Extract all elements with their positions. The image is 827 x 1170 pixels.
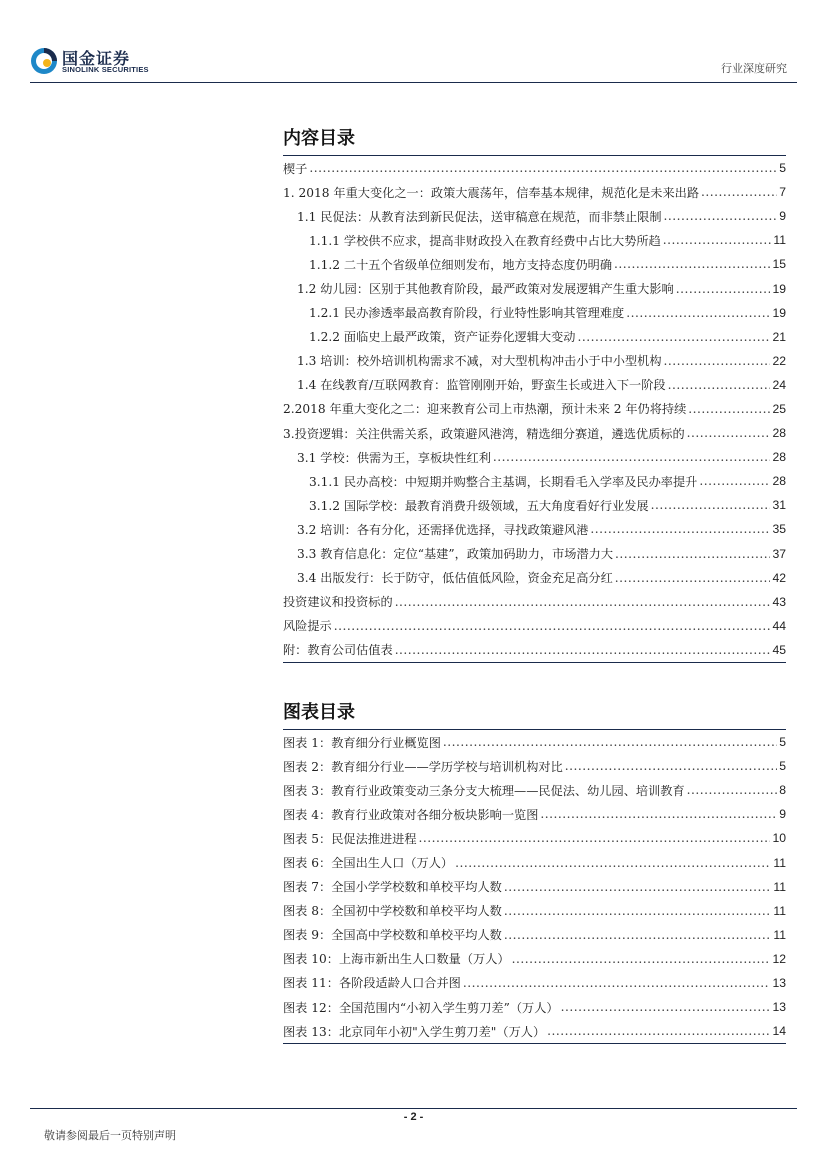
entry-label: 1.2.2 面临史上最严政策，资产证券化逻辑大变动 bbox=[283, 328, 577, 345]
dot-leader bbox=[395, 594, 771, 610]
figure-entry[interactable] bbox=[283, 899, 786, 923]
dot-leader bbox=[615, 570, 771, 586]
figure-entry[interactable] bbox=[283, 971, 786, 995]
entry-page-number: 35 bbox=[772, 522, 786, 537]
figure-entry[interactable] bbox=[283, 1019, 786, 1044]
dot-leader bbox=[577, 329, 770, 345]
toc-entry[interactable] bbox=[283, 155, 786, 180]
figure-entry[interactable] bbox=[283, 778, 786, 802]
entry-label: 图表 11：各阶段适龄人口合并图 bbox=[283, 976, 461, 991]
dot-leader bbox=[561, 999, 771, 1015]
entry-page-number: 21 bbox=[772, 329, 786, 344]
entry-page-number: 28 bbox=[772, 474, 786, 489]
entry-label: 1.4 在线教育/互联网教育：监管刚刚开始，野蛮生长或进入下一阶段 bbox=[283, 376, 668, 393]
entry-page-number: 24 bbox=[772, 377, 786, 392]
toc-entry[interactable] bbox=[283, 638, 786, 663]
figure-entry[interactable] bbox=[283, 802, 786, 826]
entry-page-number: 28 bbox=[772, 450, 786, 465]
figure-entry[interactable] bbox=[283, 729, 786, 754]
entry-page-number: 10 bbox=[772, 831, 786, 846]
toc-entry[interactable] bbox=[283, 445, 786, 469]
entry-page-number: 7 bbox=[779, 185, 786, 200]
figure-entry[interactable] bbox=[283, 850, 786, 874]
dot-leader bbox=[309, 160, 777, 176]
dot-leader bbox=[395, 642, 771, 658]
entry-page-number: 43 bbox=[772, 594, 786, 609]
toc-entry[interactable] bbox=[283, 614, 786, 638]
dot-leader bbox=[699, 473, 770, 489]
toc-list bbox=[283, 155, 786, 663]
entry-page-number: 11 bbox=[773, 233, 786, 248]
dot-leader bbox=[547, 1023, 770, 1039]
dot-leader bbox=[664, 208, 778, 224]
entry-label: 图表 13：北京同年小初"入学生剪刀差"（万人） bbox=[283, 1024, 546, 1039]
dot-leader bbox=[615, 546, 770, 562]
dot-leader bbox=[565, 758, 777, 774]
entry-label: 3.1.1 民办高校：中短期并购整合主基调，长期看毛入学率及民办率提升 bbox=[283, 473, 699, 490]
dot-leader bbox=[614, 256, 770, 272]
entry-page-number: 11 bbox=[773, 879, 786, 894]
page-header bbox=[0, 0, 827, 84]
entry-label: 1.1 民促法：从教育法到新民促法，送审稿意在规范，而非禁止限制 bbox=[283, 208, 664, 225]
entry-label: 图表 6：全国出生人口（万人） bbox=[283, 856, 454, 871]
entry-label: 1.2 幼儿园：区别于其他教育阶段，最严政策对发展逻辑产生重大影响 bbox=[283, 280, 676, 297]
toc-entry[interactable] bbox=[283, 276, 786, 300]
company-logo bbox=[30, 47, 160, 77]
entry-label: 3.投资逻辑：关注供需关系，政策避风港湾，精选细分赛道，遴选优质标的 bbox=[283, 426, 685, 441]
entry-label: 图表 5：民促法推进进程 bbox=[283, 831, 417, 846]
toc-entry[interactable] bbox=[283, 397, 786, 421]
entry-page-number: 11 bbox=[773, 927, 786, 942]
figure-entry[interactable] bbox=[283, 923, 786, 947]
entry-page-number: 13 bbox=[772, 975, 786, 990]
entry-label: 图表 10：上海市新出生人口数量（万人） bbox=[283, 952, 510, 967]
entry-label: 3.1.2 国际学校：最教育消费升级领域，五大角度看好行业发展 bbox=[283, 497, 651, 514]
dot-leader bbox=[651, 497, 771, 513]
entry-page-number: 42 bbox=[772, 570, 786, 585]
dot-leader bbox=[455, 855, 771, 871]
dot-leader bbox=[687, 425, 771, 441]
page-number: - 2 - bbox=[403, 1111, 424, 1123]
entry-page-number: 25 bbox=[772, 401, 786, 416]
logo-chinese-name: 国金证券 bbox=[62, 49, 131, 68]
toc-entry[interactable] bbox=[283, 180, 786, 204]
entry-page-number: 9 bbox=[779, 209, 786, 224]
entry-label: 3.2 培训：各有分化，还需择优选择，寻找政策避风港 bbox=[283, 521, 590, 538]
entry-page-number: 37 bbox=[772, 546, 786, 561]
figure-entry[interactable] bbox=[283, 947, 786, 971]
entry-label: 图表 7：全国小学学校数和单校平均人数 bbox=[283, 880, 502, 895]
dot-leader bbox=[676, 281, 771, 297]
entry-label: 图表 9：全国高中学校数和单校平均人数 bbox=[283, 928, 502, 943]
entry-page-number: 5 bbox=[779, 735, 786, 750]
footer-divider bbox=[30, 1108, 797, 1109]
entry-label: 风险提示 bbox=[283, 619, 332, 634]
entry-page-number: 22 bbox=[772, 353, 786, 368]
entry-label: 图表 4：教育行业政策对各细分板块影响一览图 bbox=[283, 807, 539, 822]
toc-entry[interactable] bbox=[283, 301, 786, 325]
dot-leader bbox=[663, 232, 772, 248]
entry-label: 1.2.1 民办渗透率最高教育阶段，行业特性影响其管理难度 bbox=[283, 304, 626, 321]
entry-page-number: 11 bbox=[773, 855, 786, 870]
disclaimer: 敬请参阅最后一页特别声明 bbox=[44, 1129, 176, 1142]
toc-entry[interactable] bbox=[283, 493, 786, 517]
entry-label: 图表 3：教育行业政策变动三条分支大梳理——民促法、幼儿园、培训教育 bbox=[283, 783, 685, 798]
entry-label: 3.4 出版发行：长于防守，低估值低风险，资金充足高分红 bbox=[283, 569, 615, 586]
entry-label: 图表 2：教育细分行业——学历学校与培训机构对比 bbox=[283, 759, 563, 774]
dot-leader bbox=[668, 377, 771, 393]
entry-label: 图表 12：全国范围内“小初入学生剪刀差”（万人） bbox=[283, 1000, 559, 1015]
entry-label: 楔子 bbox=[283, 161, 308, 176]
toc-entry[interactable] bbox=[283, 469, 786, 493]
entry-label: 1.1.2 二十五个省级单位细则发布，地方支持态度仍明确 bbox=[283, 256, 614, 273]
dot-leader bbox=[463, 975, 771, 991]
toc-entry[interactable] bbox=[283, 228, 786, 252]
toc-entry[interactable] bbox=[283, 349, 786, 373]
logo-english-name: SINOLINK SECURITIES bbox=[62, 65, 149, 74]
entry-label: 3.3 教育信息化：定位“基建”，政策加码助力，市场潜力大 bbox=[283, 545, 615, 562]
report-type: 行业深度研究 bbox=[721, 62, 787, 75]
logo-mark-icon bbox=[30, 47, 58, 75]
dot-leader bbox=[443, 734, 777, 750]
entry-label: 1.3 培训：校外培训机构需求不减，对大型机构冲击小于中小型机构 bbox=[283, 352, 664, 369]
entry-page-number: 14 bbox=[772, 1024, 786, 1039]
toc-entry[interactable] bbox=[283, 204, 786, 228]
figures-title: 图表目录 bbox=[283, 702, 355, 723]
entry-page-number: 45 bbox=[772, 642, 786, 657]
entry-page-number: 28 bbox=[772, 426, 786, 441]
entry-page-number: 11 bbox=[773, 903, 786, 918]
dot-leader bbox=[493, 449, 771, 465]
dot-leader bbox=[504, 879, 772, 895]
dot-leader bbox=[504, 927, 772, 943]
dot-leader bbox=[512, 951, 771, 967]
dot-leader bbox=[504, 903, 772, 919]
dot-leader bbox=[701, 184, 777, 200]
entry-label: 附：教育公司估值表 bbox=[283, 643, 393, 658]
entry-page-number: 19 bbox=[772, 305, 786, 320]
toc-entry[interactable] bbox=[283, 517, 786, 541]
figures-list bbox=[283, 729, 786, 1044]
dot-leader bbox=[540, 806, 777, 822]
toc-entry[interactable] bbox=[283, 325, 786, 349]
toc-entry[interactable] bbox=[283, 542, 786, 566]
entry-page-number: 8 bbox=[779, 783, 786, 798]
toc-entry[interactable] bbox=[283, 373, 786, 397]
figure-entry[interactable] bbox=[283, 995, 786, 1019]
dot-leader bbox=[590, 521, 770, 537]
dot-leader bbox=[688, 401, 770, 417]
header-divider bbox=[30, 82, 797, 83]
entry-page-number: 5 bbox=[779, 759, 786, 774]
entry-page-number: 12 bbox=[772, 951, 786, 966]
dot-leader bbox=[626, 305, 770, 321]
figure-entry[interactable] bbox=[283, 875, 786, 899]
entry-label: 投资建议和投资标的 bbox=[283, 595, 393, 610]
dot-leader bbox=[419, 830, 771, 846]
entry-label: 图表 8：全国初中学校数和单校平均人数 bbox=[283, 904, 502, 919]
entry-page-number: 9 bbox=[779, 807, 786, 822]
toc-entry[interactable] bbox=[283, 566, 786, 590]
figure-entry[interactable] bbox=[283, 826, 786, 850]
entry-label: 3.1 学校：供需为王，享板块性红利 bbox=[283, 449, 493, 466]
dot-leader bbox=[687, 782, 778, 798]
dot-leader bbox=[334, 618, 771, 634]
toc-entry[interactable] bbox=[283, 421, 786, 445]
toc-title: 内容目录 bbox=[283, 128, 355, 149]
entry-label: 图表 1：教育细分行业概览图 bbox=[283, 735, 441, 750]
figure-entry[interactable] bbox=[283, 754, 786, 778]
entry-page-number: 31 bbox=[772, 498, 786, 513]
toc-entry[interactable] bbox=[283, 590, 786, 614]
entry-label: 1.1.1 学校供不应求，提高非财政投入在教育经费中占比大势所趋 bbox=[283, 232, 663, 249]
entry-page-number: 5 bbox=[779, 161, 786, 176]
entry-page-number: 19 bbox=[772, 281, 786, 296]
dot-leader bbox=[664, 353, 771, 369]
entry-label: 1. 2018 年重大变化之一：政策大震荡年，信奉基本规律，规范化是未来出路 bbox=[283, 185, 700, 200]
toc-entry[interactable] bbox=[283, 252, 786, 276]
entry-page-number: 44 bbox=[772, 618, 786, 633]
entry-page-number: 13 bbox=[772, 1000, 786, 1015]
entry-page-number: 15 bbox=[772, 257, 786, 272]
entry-label: 2.2018 年重大变化之二：迎来教育公司上市热潮，预计未来 2 年仍将持续 bbox=[283, 402, 687, 417]
